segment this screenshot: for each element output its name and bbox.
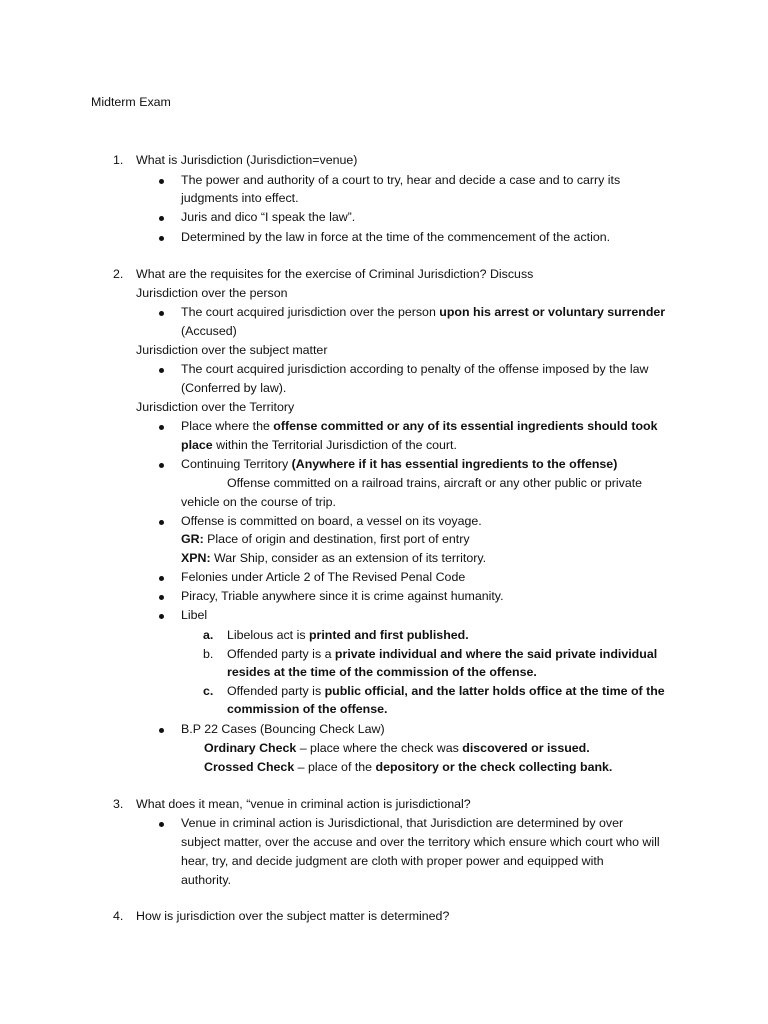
subject-bullet-cont: (Conferred by law). (181, 381, 287, 395)
q4-number: 4. (113, 909, 124, 923)
piracy-bullet: Piracy, Triable anywhere since it is crime against humanity. (181, 589, 504, 603)
territory-heading: Jurisdiction over the Territory (136, 400, 295, 414)
libel-b-text: Offended party is a private individual and where the said private individual (227, 647, 658, 661)
subject-heading: Jurisdiction over the subject matter (136, 343, 328, 357)
q2-number: 2. (113, 267, 124, 281)
exception: XPN: War Ship, consider as an extension of its territory. (181, 551, 487, 565)
person-bullet-cont: (Accused) (181, 324, 237, 338)
libel-c-text: Offended party is public official, and the latter holds office at the time of the (227, 684, 665, 698)
q4-question: How is jurisdiction over the subject matter is determined? (136, 909, 450, 923)
q1-bullet-1: The power and authority of a court to try, hear and decide a case and to carry its (181, 173, 621, 187)
q3-question: What does it mean, “venue in criminal action is jurisdictional? (136, 797, 471, 811)
territory-place-cont: place within the Territorial Jurisdiction of the court. (181, 438, 457, 452)
libel-c-cont: commission of the offense. (227, 702, 388, 716)
continuing-territory-detail: Offense committed on a railroad trains, aircraft or any other public or private (227, 476, 643, 490)
q3-answer-line-4: authority. (181, 873, 232, 887)
subject-bullet: The court acquired jurisdiction according to penalty of the offense imposed by the law (181, 362, 649, 376)
person-heading: Jurisdiction over the person (136, 286, 288, 300)
felonies-bullet: Felonies under Article 2 of The Revised Penal Code (181, 570, 466, 584)
ordinary-check: Ordinary Check – place where the check was discovered or issued. (204, 741, 590, 755)
q3-number: 3. (113, 797, 124, 811)
libel-bullet: Libel (181, 608, 208, 622)
continuing-territory-detail-cont: vehicle on the course of trip. (181, 495, 336, 509)
libel-b-marker: b. (203, 647, 214, 661)
q3-answer-line-3: hear, try, and decide judgment are cloth with proper power and equipped with (181, 854, 604, 868)
person-bullet: The court acquired jurisdiction over the person upon his arrest or voluntary surrender (181, 305, 666, 319)
libel-a-marker: a. (203, 628, 214, 642)
doc-title: Midterm Exam (91, 95, 171, 109)
q2-question: What are the requisites for the exercise of Criminal Jurisdiction? Discuss (136, 267, 534, 281)
q1-number: 1. (113, 153, 124, 167)
libel-c-marker: c. (203, 684, 214, 698)
continuing-territory-bullet: Continuing Territory (Anywhere if it has essential ingredients to the offense) (181, 457, 618, 471)
libel-b-cont: resides at the time of the commission of the offense. (227, 665, 537, 679)
q1-bullet-1-cont: judgments into effect. (181, 191, 299, 205)
bp22-bullet: B.P 22 Cases (Bouncing Check Law) (181, 722, 385, 736)
q1-bullet-2: Juris and dico “I speak the law”. (181, 210, 356, 224)
general-rule: GR: Place of origin and destination, first port of entry (181, 532, 470, 546)
territory-place-bullet: Place where the offense committed or any of its essential ingredients should took (181, 419, 658, 433)
q3-answer-line-2: subject matter, over the accuse and over the territory which ensure which court who will (181, 835, 660, 849)
crossed-check: Crossed Check – place of the depository or the check collecting bank. (204, 760, 613, 774)
libel-a-text: Libelous act is printed and first published. (227, 628, 469, 642)
q3-answer: Venue in criminal action is Jurisdictional, that Jurisdiction are determined by over (181, 816, 624, 830)
vessel-bullet: Offense is committed on board, a vessel on its voyage. (181, 514, 482, 528)
q1-question: What is Jurisdiction (Jurisdiction=venue) (136, 153, 358, 167)
q1-bullet-3: Determined by the law in force at the time of the commencement of the action. (181, 230, 611, 244)
